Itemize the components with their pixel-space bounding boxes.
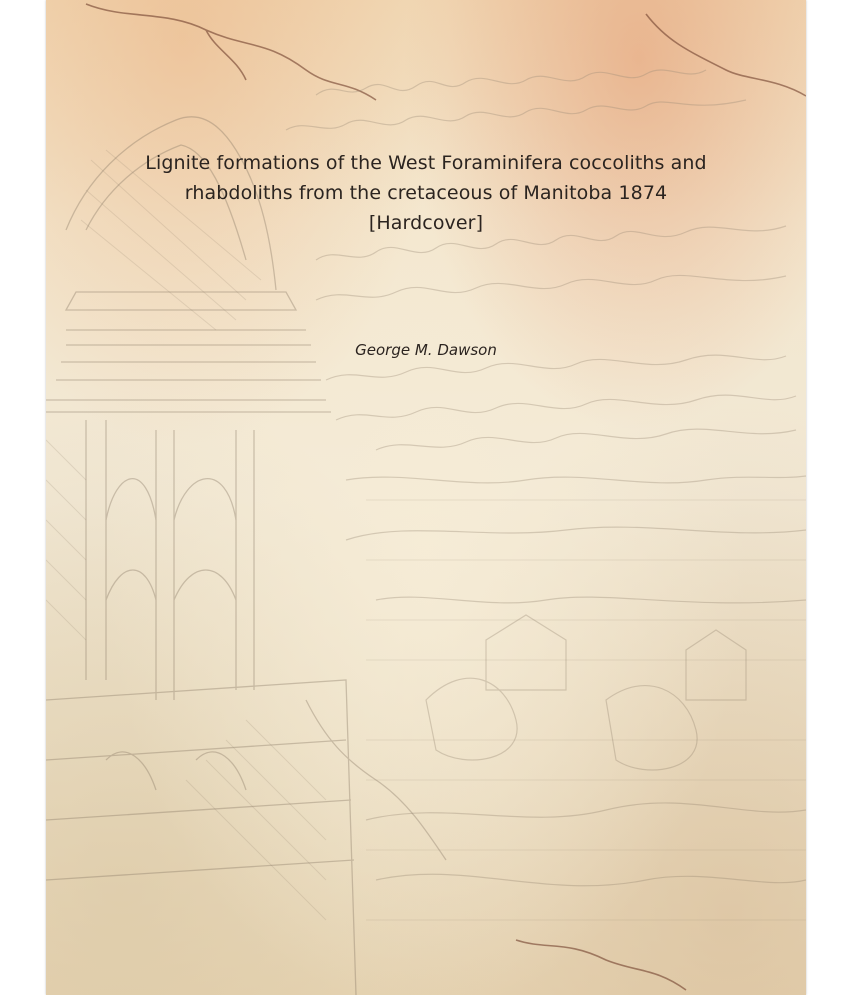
book-cover <box>46 0 806 995</box>
book-author: George M. Dawson <box>355 341 497 359</box>
handwriting-decoration <box>286 70 796 450</box>
book-title: Lignite formations of the West Foraminifera coccoliths and rhabdoliths from the cretaceous of Manitoba 1874 [Hardcover] <box>145 152 707 234</box>
